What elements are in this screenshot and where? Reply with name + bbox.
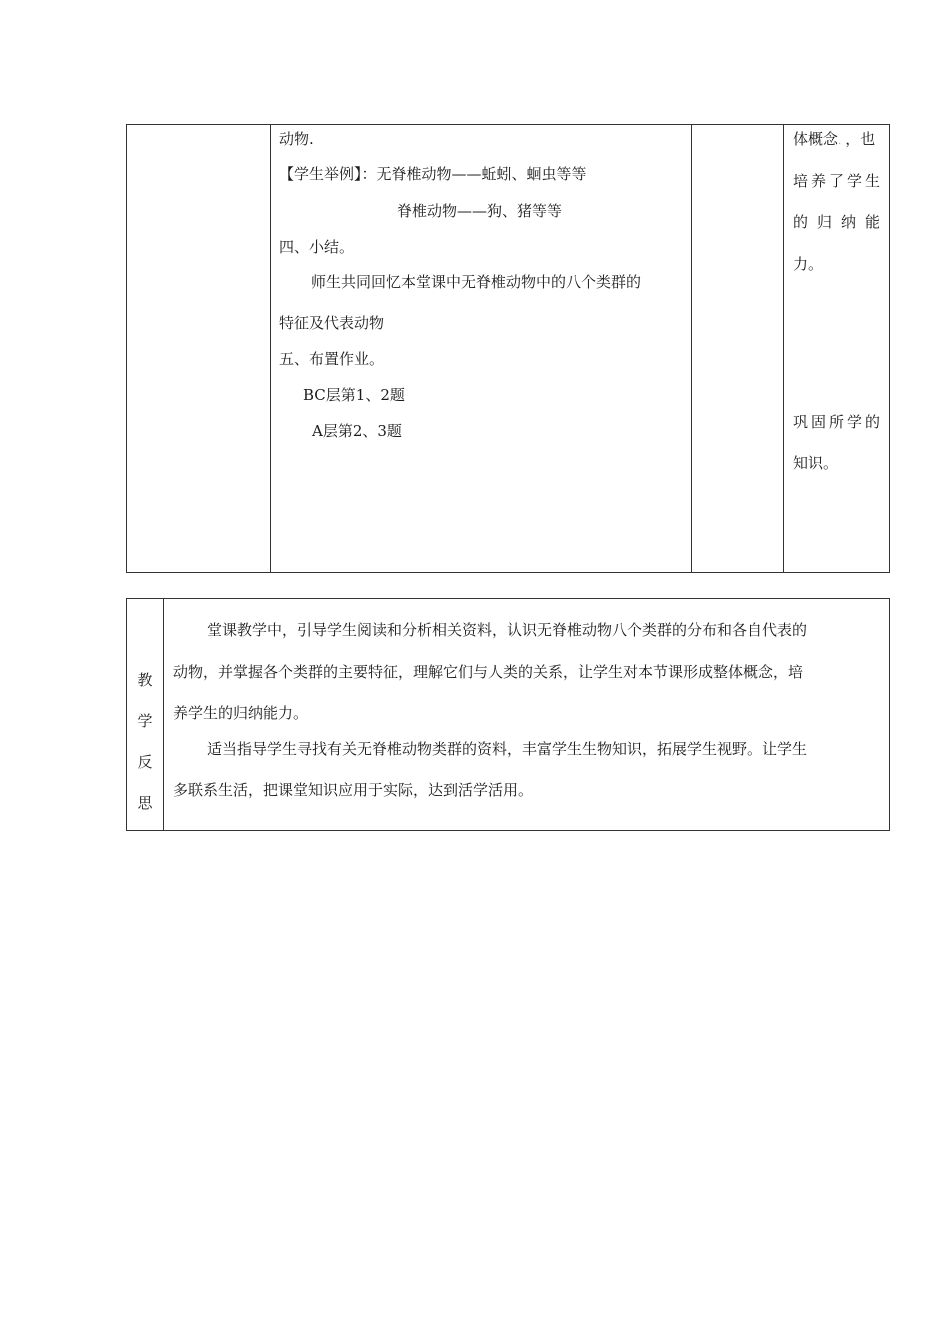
procedure-line: 脊椎动物——狗、猪等等 — [397, 202, 563, 220]
homework-item: A层第2、3题 — [312, 422, 402, 440]
intent-line: 知识。 — [793, 454, 839, 472]
teaching-reflection-table — [126, 598, 890, 831]
intent-line: 力。 — [793, 255, 824, 273]
intent-line: 的归纳能 — [793, 213, 890, 231]
homework-item: BC层第1、2题 — [303, 386, 405, 404]
intent-line: 培养了学生 — [793, 172, 884, 190]
lesson-table — [126, 124, 890, 573]
column-divider — [691, 125, 692, 572]
column-divider — [163, 599, 164, 830]
reflection-label-char: 学 — [137, 712, 153, 730]
reflection-paragraph: 堂课教学中，引导学生阅读和分析相关资料，认识无脊椎动物八个类群的分布和各自代表的 — [207, 621, 808, 639]
reflection-label-char: 教 — [137, 671, 153, 689]
column-divider — [270, 125, 271, 572]
reflection-label-char: 反 — [137, 753, 153, 771]
reflection-label-char: 思 — [137, 794, 153, 812]
reflection-paragraph: 多联系生活，把课堂知识应用于实际，达到活学活用。 — [173, 781, 534, 799]
homework-heading: 五、布置作业。 — [279, 350, 385, 368]
intent-line: 体概念. ，也 — [793, 130, 876, 148]
student-examples-line: 【学生举例】：无脊椎动物——蚯蚓、蛔虫等等 — [279, 165, 587, 183]
reflection-paragraph: 养学生的归纳能力。 — [173, 704, 309, 722]
column-divider — [783, 125, 784, 572]
summary-heading: 四、小结。 — [279, 238, 355, 256]
reflection-paragraph: 动物，并掌握各个类群的主要特征，理解它们与人类的关系，让学生对本节课形成整体概念，培 — [173, 663, 804, 681]
procedure-line: 师生共同回忆本堂课中无脊椎动物中的八个类群的 — [311, 273, 642, 291]
procedure-line: 动物. — [279, 130, 314, 148]
procedure-line: 特征及代表动物 — [279, 314, 385, 332]
reflection-paragraph: 适当指导学生寻找有关无脊椎动物类群的资料，丰富学生生物知识，拓展学生视野。让学生 — [207, 740, 808, 758]
intent-line: 巩固所学的 — [793, 413, 884, 431]
